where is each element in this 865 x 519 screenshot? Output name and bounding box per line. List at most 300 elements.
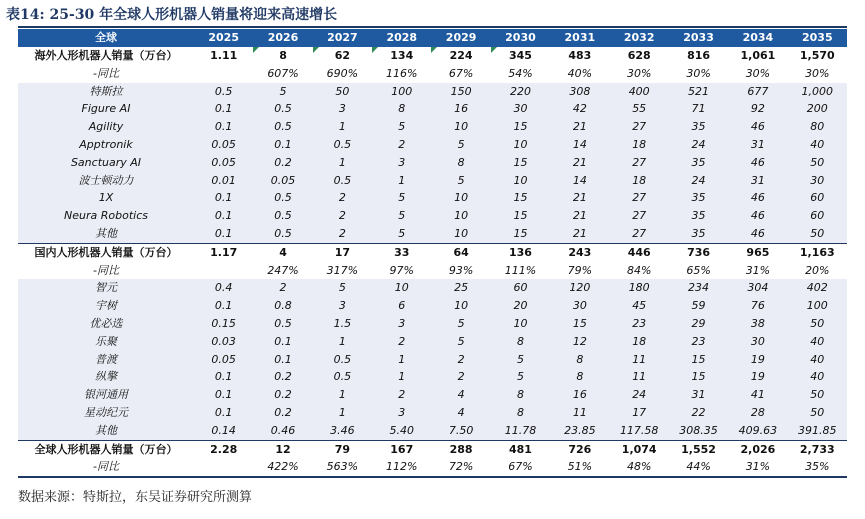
table-cell: 20%: [805, 263, 830, 277]
table-cell: 31%: [728, 458, 787, 477]
table-cell: 0.1: [194, 368, 253, 386]
table-row: [18, 136, 847, 154]
table-cell: 112%: [372, 458, 431, 477]
row-label: Sanctuary AI: [18, 154, 194, 172]
table-cell: 8: [491, 386, 550, 404]
table-cell: 24: [669, 136, 728, 154]
header-year: 2027: [313, 29, 372, 47]
table-cell: 402: [788, 279, 847, 297]
table-cell: 2: [372, 333, 431, 351]
table-cell: 2: [313, 225, 372, 243]
yoy-row: [18, 65, 847, 83]
table-cell: 16: [550, 386, 609, 404]
table-cell: 0.5: [253, 315, 312, 333]
table-cell: 3: [372, 315, 431, 333]
table-cell: 1,570: [799, 49, 835, 62]
table-cell: 5: [431, 315, 490, 333]
table-cell: 2: [372, 386, 431, 404]
table-cell: 5: [431, 172, 490, 190]
table-cell: 23.85: [550, 422, 609, 440]
table-cell: 18: [610, 333, 669, 351]
table-row: [18, 172, 847, 190]
table-cell: 10: [372, 279, 431, 297]
table-cell: 64: [431, 243, 490, 261]
table-cell: 304: [728, 279, 787, 297]
table-cell: 0.2: [253, 154, 312, 172]
table-row: [18, 83, 847, 101]
table-title: 表14: 25-30 年全球人形机器人销量将迎来高速增长: [6, 7, 338, 23]
table-cell: 16: [431, 100, 490, 118]
table-cell: 8: [550, 368, 609, 386]
table-cell: 23: [669, 333, 728, 351]
table-cell: 27: [610, 207, 669, 225]
table-cell: 5: [491, 351, 550, 369]
row-label: 海外人形机器人销量（万台）: [34, 49, 178, 62]
table-cell: 15: [491, 189, 550, 207]
table-cell: 51%: [550, 458, 609, 477]
table-cell: 726: [550, 440, 609, 458]
table-cell: 40: [788, 333, 847, 351]
table-cell: 4: [431, 404, 490, 422]
table-row: [18, 279, 847, 297]
table-cell: 24: [669, 172, 728, 190]
table-cell: 10: [491, 172, 550, 190]
table-cell: 71: [669, 100, 728, 118]
table-cell: 60: [788, 189, 847, 207]
table-cell: 400: [610, 83, 669, 101]
table-cell: 21: [550, 118, 609, 136]
table-cell: 29: [669, 315, 728, 333]
table-cell: 15: [491, 154, 550, 172]
table-cell: 3.46: [313, 422, 372, 440]
table-cell: 27: [610, 225, 669, 243]
table-cell: 59: [669, 297, 728, 315]
table-cell: 5: [431, 333, 490, 351]
table-cell: 391.85: [788, 422, 847, 440]
table-cell: 30: [728, 333, 787, 351]
table-cell: 736: [669, 243, 728, 261]
table-cell: 93%: [448, 263, 474, 277]
table-cell: 1.17: [194, 243, 253, 261]
row-label: 全球人形机器人销量（万台）: [18, 440, 194, 458]
table-cell: 607%: [267, 66, 299, 80]
table-cell: 45: [610, 297, 669, 315]
table-cell: 11: [610, 368, 669, 386]
table-cell: 46: [728, 154, 787, 172]
table-row: [18, 315, 847, 333]
table-cell: 0.1: [194, 118, 253, 136]
table-cell: 965: [728, 243, 787, 261]
table-cell: 80: [788, 118, 847, 136]
table-cell: 12: [253, 440, 312, 458]
table-cell: 11: [610, 351, 669, 369]
table-cell: 690%: [326, 66, 359, 80]
table-cell: 30%: [686, 66, 711, 80]
table-cell: 21: [550, 207, 609, 225]
table-cell: 21: [550, 225, 609, 243]
table-cell: 0.05: [253, 172, 312, 190]
table-cell: 62: [313, 47, 372, 65]
table-cell: 0.1: [194, 404, 253, 422]
table-cell: 10: [431, 225, 490, 243]
row-label: 乐聚: [18, 333, 194, 351]
table-cell: 2: [253, 279, 312, 297]
table-cell: 50: [788, 386, 847, 404]
table-cell: 1: [313, 118, 372, 136]
total-row: [18, 47, 847, 65]
table-cell: 8: [431, 154, 490, 172]
table-cell: 17: [313, 243, 372, 261]
source-note: 数据来源：特斯拉，东吴证券研究所测算: [18, 490, 253, 505]
row-label: 国内人形机器人销量（万台）: [18, 243, 194, 261]
header-year: 2035: [788, 29, 847, 47]
table-cell: 0.1: [194, 386, 253, 404]
row-label: 纵擎: [18, 368, 194, 386]
row-label: 银河通用: [18, 386, 194, 404]
header-year: 2032: [610, 29, 669, 47]
table-cell: 18: [610, 172, 669, 190]
table-cell: 10: [491, 136, 550, 154]
table-row: [18, 189, 847, 207]
table-cell: 46: [728, 225, 787, 243]
table-cell: 1: [372, 368, 431, 386]
header-year: 2026: [253, 29, 312, 47]
table-cell: 0.01: [194, 172, 253, 190]
table-cell: 35: [669, 189, 728, 207]
table-cell: 1: [313, 333, 372, 351]
table-cell: 15: [491, 225, 550, 243]
row-label: 其他: [18, 225, 194, 243]
table-cell: 3: [372, 154, 431, 172]
table-cell: 3: [313, 297, 372, 315]
table-cell: 1: [372, 172, 431, 190]
row-label: Neura Robotics: [18, 207, 194, 225]
table-cell: [194, 65, 253, 83]
table-cell: 5: [253, 83, 312, 101]
yoy-row: [18, 262, 847, 280]
table-cell: 0.1: [194, 100, 253, 118]
header-year: 2025: [194, 29, 253, 47]
table-row: [18, 297, 847, 315]
table-row: [18, 368, 847, 386]
table-cell: 5: [372, 118, 431, 136]
table-cell: 0.1: [253, 136, 312, 154]
table-cell: 0.5: [253, 207, 312, 225]
table-cell: 2: [431, 351, 490, 369]
table-cell: 0.15: [194, 315, 253, 333]
table-cell: 35: [669, 118, 728, 136]
table-cell: 8: [550, 351, 609, 369]
table-cell: 0.5: [313, 172, 372, 190]
header-year: 2028: [372, 29, 431, 47]
row-label: 普渡: [18, 351, 194, 369]
table-cell: 79: [313, 440, 372, 458]
table-cell: 15: [669, 351, 728, 369]
table-cell: 12: [550, 333, 609, 351]
table-row: [18, 207, 847, 225]
table-cell: 4: [431, 386, 490, 404]
table-cell: 5.40: [372, 422, 431, 440]
row-label: 优必选: [18, 315, 194, 333]
table-cell: 30: [491, 100, 550, 118]
table-cell: 40: [788, 368, 847, 386]
table-cell: 308.35: [669, 422, 728, 440]
table-cell: 0.5: [253, 118, 312, 136]
table-cell: 1: [372, 351, 431, 369]
table-cell: 7.50: [431, 422, 490, 440]
table-cell: 10: [431, 118, 490, 136]
table-cell: 10: [431, 189, 490, 207]
table-cell: 10: [491, 315, 550, 333]
table-cell: 35: [669, 154, 728, 172]
table-cell: 0.05: [194, 351, 253, 369]
yoy-row: [18, 458, 847, 477]
header-year: 2029: [431, 29, 490, 47]
table-cell: 0.2: [253, 386, 312, 404]
table-cell: 1: [313, 404, 372, 422]
table-cell: 677: [728, 83, 787, 101]
table-cell: 2: [431, 368, 490, 386]
row-label: 星动纪元: [18, 404, 194, 422]
table-cell: 5: [372, 189, 431, 207]
table-row: [18, 404, 847, 422]
table-cell: 38: [728, 315, 787, 333]
table-cell: 409.63: [728, 422, 787, 440]
table-cell: 65%: [686, 263, 711, 277]
table-cell: 22: [669, 404, 728, 422]
table-cell: 18: [610, 136, 669, 154]
table-cell: 481: [491, 440, 550, 458]
table-cell: 19: [728, 351, 787, 369]
header-row: [18, 29, 847, 47]
table-cell: 483: [568, 49, 592, 62]
row-label: 其他: [18, 422, 194, 440]
table-cell: 100: [372, 83, 431, 101]
table-cell: 41: [728, 386, 787, 404]
table-cell: 84%: [626, 263, 652, 277]
table-cell: 8: [491, 333, 550, 351]
table-cell: 76: [728, 297, 787, 315]
table-cell: 180: [610, 279, 669, 297]
table-cell: 35%: [788, 458, 847, 477]
table-cell: 17: [610, 404, 669, 422]
table-cell: 0.1: [194, 207, 253, 225]
table-cell: 0.05: [194, 136, 253, 154]
table-cell: 134: [372, 47, 431, 65]
table-cell: 30%: [805, 66, 830, 80]
table-cell: 2,026: [728, 440, 787, 458]
table-cell: 27: [610, 118, 669, 136]
table-cell: 136: [491, 243, 550, 261]
table-cell: 97%: [389, 263, 414, 277]
row-label: 1X: [18, 189, 194, 207]
table-cell: 243: [550, 243, 609, 261]
table-cell: 5: [431, 136, 490, 154]
table-cell: 0.1: [194, 189, 253, 207]
table-cell: 8: [253, 47, 312, 65]
table-row: [18, 422, 847, 440]
table-cell: [194, 458, 253, 477]
table-cell: 167: [372, 440, 431, 458]
table-cell: 40%: [567, 66, 593, 80]
table-cell: 4: [253, 243, 312, 261]
table-cell: 288: [431, 440, 490, 458]
table-cell: 48%: [610, 458, 669, 477]
table-cell: 44%: [669, 458, 728, 477]
table-cell: 42: [550, 100, 609, 118]
table-cell: 46: [728, 207, 787, 225]
table-row: [18, 118, 847, 136]
table-cell: 1: [313, 386, 372, 404]
header-year: 2030: [491, 29, 550, 47]
table-cell: 116%: [386, 66, 418, 80]
table-cell: 1,163: [788, 243, 847, 261]
table-cell: 0.1: [194, 225, 253, 243]
table-row: [18, 386, 847, 404]
table-cell: 0.05: [194, 154, 253, 172]
table-cell: 816: [687, 49, 711, 62]
table-cell: 33: [372, 243, 431, 261]
table-cell: 15: [550, 315, 609, 333]
total-row: [18, 243, 847, 261]
table-cell: 1: [313, 154, 372, 172]
table-cell: 8: [372, 100, 431, 118]
table-cell: [194, 262, 253, 280]
table-cell: 30%: [745, 66, 771, 80]
table-cell: 117.58: [610, 422, 669, 440]
table-cell: 234: [669, 279, 728, 297]
table-cell: 3: [313, 100, 372, 118]
table-cell: 0.5: [253, 100, 312, 118]
table-cell: 11.78: [491, 422, 550, 440]
table-cell: 27: [610, 189, 669, 207]
table-cell: 0.5: [313, 351, 372, 369]
table-cell: 40: [788, 136, 847, 154]
table-cell: 0.5: [253, 189, 312, 207]
table-row: [18, 351, 847, 369]
table-cell: 50: [788, 404, 847, 422]
table-cell: 446: [610, 243, 669, 261]
table-cell: 92: [728, 100, 787, 118]
table-cell: 0.8: [253, 297, 312, 315]
table-cell: 0.1: [253, 333, 312, 351]
table-cell: 21: [550, 189, 609, 207]
table-cell: 60: [788, 207, 847, 225]
table-cell: 308: [550, 83, 609, 101]
table-cell: 10: [431, 207, 490, 225]
table-cell: 15: [491, 207, 550, 225]
row-label: Apptronik: [18, 136, 194, 154]
table-cell: 25: [431, 279, 490, 297]
table-cell: 14: [550, 136, 609, 154]
table-cell: 31%: [745, 263, 771, 277]
table-cell: 1,000: [788, 83, 847, 101]
table-cell: 5: [372, 207, 431, 225]
table-cell: 72%: [431, 458, 490, 477]
table-cell: 20: [491, 297, 550, 315]
table-cell: 0.4: [194, 279, 253, 297]
table-cell: 120: [550, 279, 609, 297]
table-cell: 5: [313, 279, 372, 297]
table-cell: 21: [550, 154, 609, 172]
table-cell: 30: [788, 172, 847, 190]
table-cell: 0.03: [194, 333, 253, 351]
header-year: 2033: [669, 29, 728, 47]
table-cell: 2: [313, 207, 372, 225]
table-cell: 1,061: [740, 49, 776, 62]
table-cell: 422%: [253, 458, 312, 477]
table-cell: 11: [550, 404, 609, 422]
table-cell: 46: [728, 189, 787, 207]
table-cell: 19: [728, 368, 787, 386]
table-cell: 24: [610, 386, 669, 404]
table-cell: 2: [313, 189, 372, 207]
table-cell: 200: [788, 100, 847, 118]
table-row: [18, 100, 847, 118]
table-row: [18, 154, 847, 172]
row-label: -同比: [18, 458, 194, 477]
table-cell: 247%: [267, 263, 299, 277]
table-cell: 31: [728, 136, 787, 154]
row-label: 波士顿动力: [18, 172, 194, 190]
table-cell: 0.5: [253, 225, 312, 243]
row-label: Agility: [18, 118, 194, 136]
header-label: 全球: [18, 29, 194, 47]
table-cell: 0.5: [313, 136, 372, 154]
table-cell: 0.1: [194, 297, 253, 315]
table-cell: 0.5: [194, 83, 253, 101]
table-cell: 521: [669, 83, 728, 101]
table-cell: 100: [788, 297, 847, 315]
table-cell: 15: [669, 368, 728, 386]
table-cell: 5: [372, 225, 431, 243]
table-cell: 150: [431, 83, 490, 101]
row-label: 智元: [18, 279, 194, 297]
table-row: [18, 333, 847, 351]
table-cell: 0.46: [253, 422, 312, 440]
table-cell: 50: [788, 315, 847, 333]
table-cell: 1.11: [210, 49, 238, 62]
table-cell: 317%: [326, 263, 359, 277]
table-cell: 27: [610, 154, 669, 172]
table-cell: 31: [669, 386, 728, 404]
table-cell: 220: [491, 83, 550, 101]
header-year: 2031: [550, 29, 609, 47]
row-label: 特斯拉: [18, 83, 194, 101]
table-cell: 1.5: [313, 315, 372, 333]
table-cell: 345: [491, 47, 550, 65]
table-cell: 40: [788, 351, 847, 369]
table-cell: 1,074: [610, 440, 669, 458]
table-cell: 23: [610, 315, 669, 333]
table-cell: 111%: [504, 263, 537, 277]
table-cell: 30: [550, 297, 609, 315]
table-cell: 224: [431, 47, 490, 65]
total-row: [18, 440, 847, 458]
table-cell: 1,552: [669, 440, 728, 458]
header-year: 2034: [728, 29, 787, 47]
row-label: Figure AI: [18, 100, 194, 118]
table-cell: 28: [728, 404, 787, 422]
table-cell: 54%: [508, 66, 533, 80]
table-cell: 55: [610, 100, 669, 118]
table-cell: 35: [669, 207, 728, 225]
table-cell: 79%: [567, 263, 593, 277]
table-row: [18, 225, 847, 243]
table-cell: 50: [313, 83, 372, 101]
title-rule: [18, 26, 847, 28]
table-cell: 14: [550, 172, 609, 190]
